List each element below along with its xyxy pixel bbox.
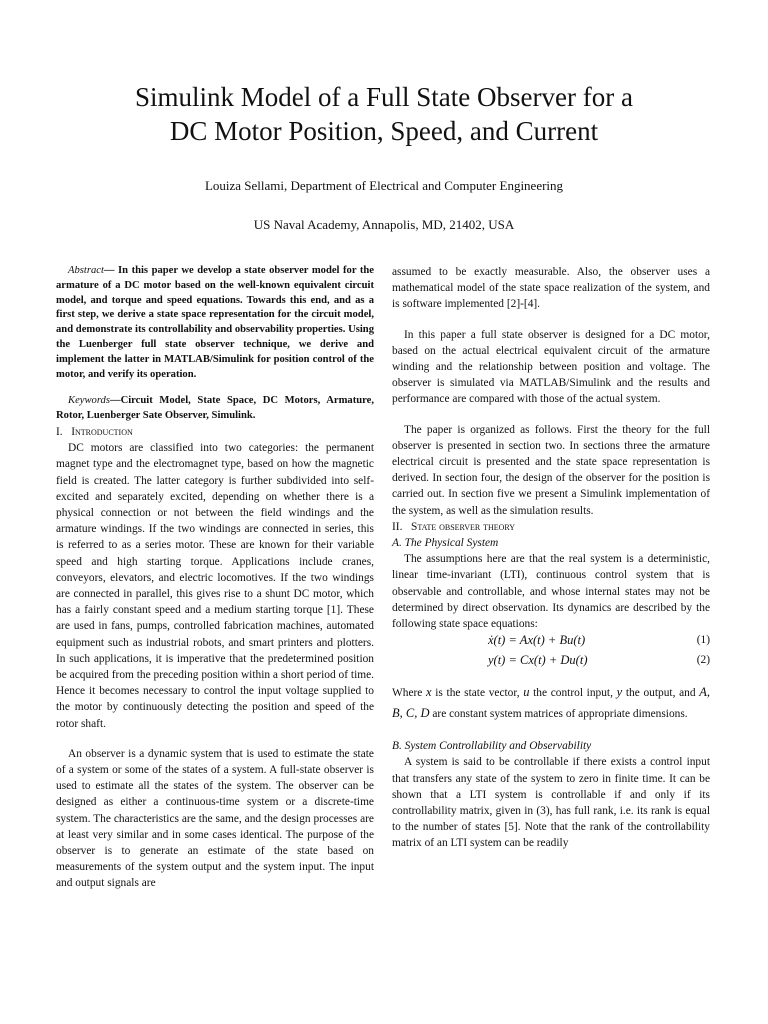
equation-2-expression: y(t) = Cx(t) + Du(t) xyxy=(488,653,588,668)
symbol-y: y xyxy=(616,685,623,700)
keywords xyxy=(56,394,374,424)
variable-definitions xyxy=(392,682,710,724)
intro-paragraph-3: assumed to be exactly measurable. Also, the observer uses a mathematical model of the state space realization of the system, and is software implemented [2]-[4]. xyxy=(392,266,710,311)
intro-paragraph-5: The paper is organized as follows. First the theory for the full observer is presented in section two. In sections three the armature electrical circuit is presented and the state space representation is derived. In section four, the design of the observer for the position is carried out. In section five we present a Simulink implementation of the system, as well as the simulation results. xyxy=(392,423,710,517)
keywords-label: Keywords xyxy=(68,395,110,407)
equation-1-number: (1) xyxy=(696,634,710,647)
intro-paragraph-1: DC motors are classified into two categories: the permanent magnet type and the electromagnet type, based on how the magnetic field is created. The latter category is further subdivided into self-excited and separately excited, depending on whether there is a physical connection or not between the field windings and the armature windings. If the two windings are connected in series, this is referred to as a series motor. These are known for their variable speed and high starting torque. Applications include cranes, conveyors, elevators, and electric locomotives. If the two windings are connected in parallel, this gives rise to a shunt DC motor, which has a fairly constant speed and a medium starting torque [1]. These are used in fans, pumps, controlled fabrication machines, automated equipment such as industrial robots, and smart printers and plotters. In such applications, it is imperative that the predetermined position be acquired from the preceding position within a short period of time. Hence it becomes necessary to control the input voltage supplied to the motor by continuously detecting the position and speed of the rotor shaft. xyxy=(56,442,374,730)
subsection-heading-physical-system: A. The Physical System xyxy=(392,537,499,550)
intro-paragraph-4: In this paper a full state observer is designed for a DC motor, based on the actual electrical equivalent circuit of the armature winding and the relationship between position and voltage. The observer is simulated via MATLAB/Simulink and the results and performance are compared with those of the actual system. xyxy=(392,328,710,406)
section-title: Introduction xyxy=(71,425,133,438)
affiliation-line: US Naval Academy, Annapolis, MD, 21402, USA xyxy=(253,217,515,232)
where-text: the control input, xyxy=(529,687,617,700)
where-text: is the state vector, xyxy=(431,687,524,700)
section-heading-state-observer-theory xyxy=(392,519,710,535)
physical-system-paragraph: The assumptions here are that the real system is a deterministic, linear time-invariant (LTI), continuous control system that is observable and controllable, and whose internal states may not be determined by direct observation. Its dynamics are described by the following state space equations: xyxy=(392,553,710,631)
where-text: are constant system matrices of appropriate dimensions. xyxy=(429,708,688,721)
symbol-x: x xyxy=(426,685,432,700)
equation-2 xyxy=(392,652,710,672)
section-heading-introduction xyxy=(56,424,374,440)
author-line: Louiza Sellami, Department of Electrical and Computer Engineering xyxy=(204,178,564,193)
where-text: Where xyxy=(392,687,427,700)
keywords-text: —Circuit Model, State Space, DC Motors, Armature, Rotor, Luenberger Sate Observer, Simulink. xyxy=(56,395,374,422)
left-column xyxy=(56,264,374,892)
title-line-2: DC Motor Position, Speed, and Current xyxy=(169,116,599,146)
paper-title xyxy=(60,80,708,148)
section-numeral: I. xyxy=(56,425,63,438)
where-text: the output, and xyxy=(622,687,700,700)
symbol-u: u xyxy=(523,685,530,700)
intro-paragraph-2: An observer is a dynamic system that is used to estimate the state of a system or some of the states of a system. A full-state observer is used to estimate all the states of the system. The observer can be designed as either a continuous-time system or a discrete-time system. The characteristics are the same, and the design processes are at least very similar and in some cases identical. The purpose of the observer is to generate an estimate of the state based on measurements of the system output and the system input. The input and output signals are xyxy=(56,747,374,890)
right-column xyxy=(392,264,710,852)
subsection-heading-controllability-observability: B. System Controllability and Observability xyxy=(392,740,592,753)
section-numeral: II. xyxy=(392,520,403,533)
equation-1 xyxy=(392,632,710,652)
title-line-1: Simulink Model of a Full State Observer for a xyxy=(135,82,633,112)
equation-1-expression: ẋ(t) = Ax(t) + Bu(t) xyxy=(488,633,586,648)
section-title: State observer theory xyxy=(410,520,516,533)
controllability-paragraph: A system is said to be controllable if there exists a control input that transfers any state of the system to zero in finite time. It can be shown that a LTI system is controllable if and only if its controllability matrix, given in (3), has full rank, i.e. its rank is equal to the number of states [5]. Note that the rank of the controllability matrix of an LTI system can be readily xyxy=(392,756,710,850)
abstract-label: Abstract xyxy=(68,265,104,276)
symbol-matrices: A, B, C, D xyxy=(392,685,710,721)
abstract xyxy=(56,264,374,382)
abstract-text: — In this paper we develop a state observer model for the armature of a DC motor based on the well-known equivalent circuit model, and torque and speed equations. Towards this end, and as a first step, we derive a state space representation for the circuit model, and demonstrate its controllability and observability properties. Using the Luenberger full state observer technique, we derive and implement the latter in MATLAB/Simulink for position control of the motor, and verify its operation. xyxy=(56,265,374,380)
equation-2-number: (2) xyxy=(696,654,710,667)
